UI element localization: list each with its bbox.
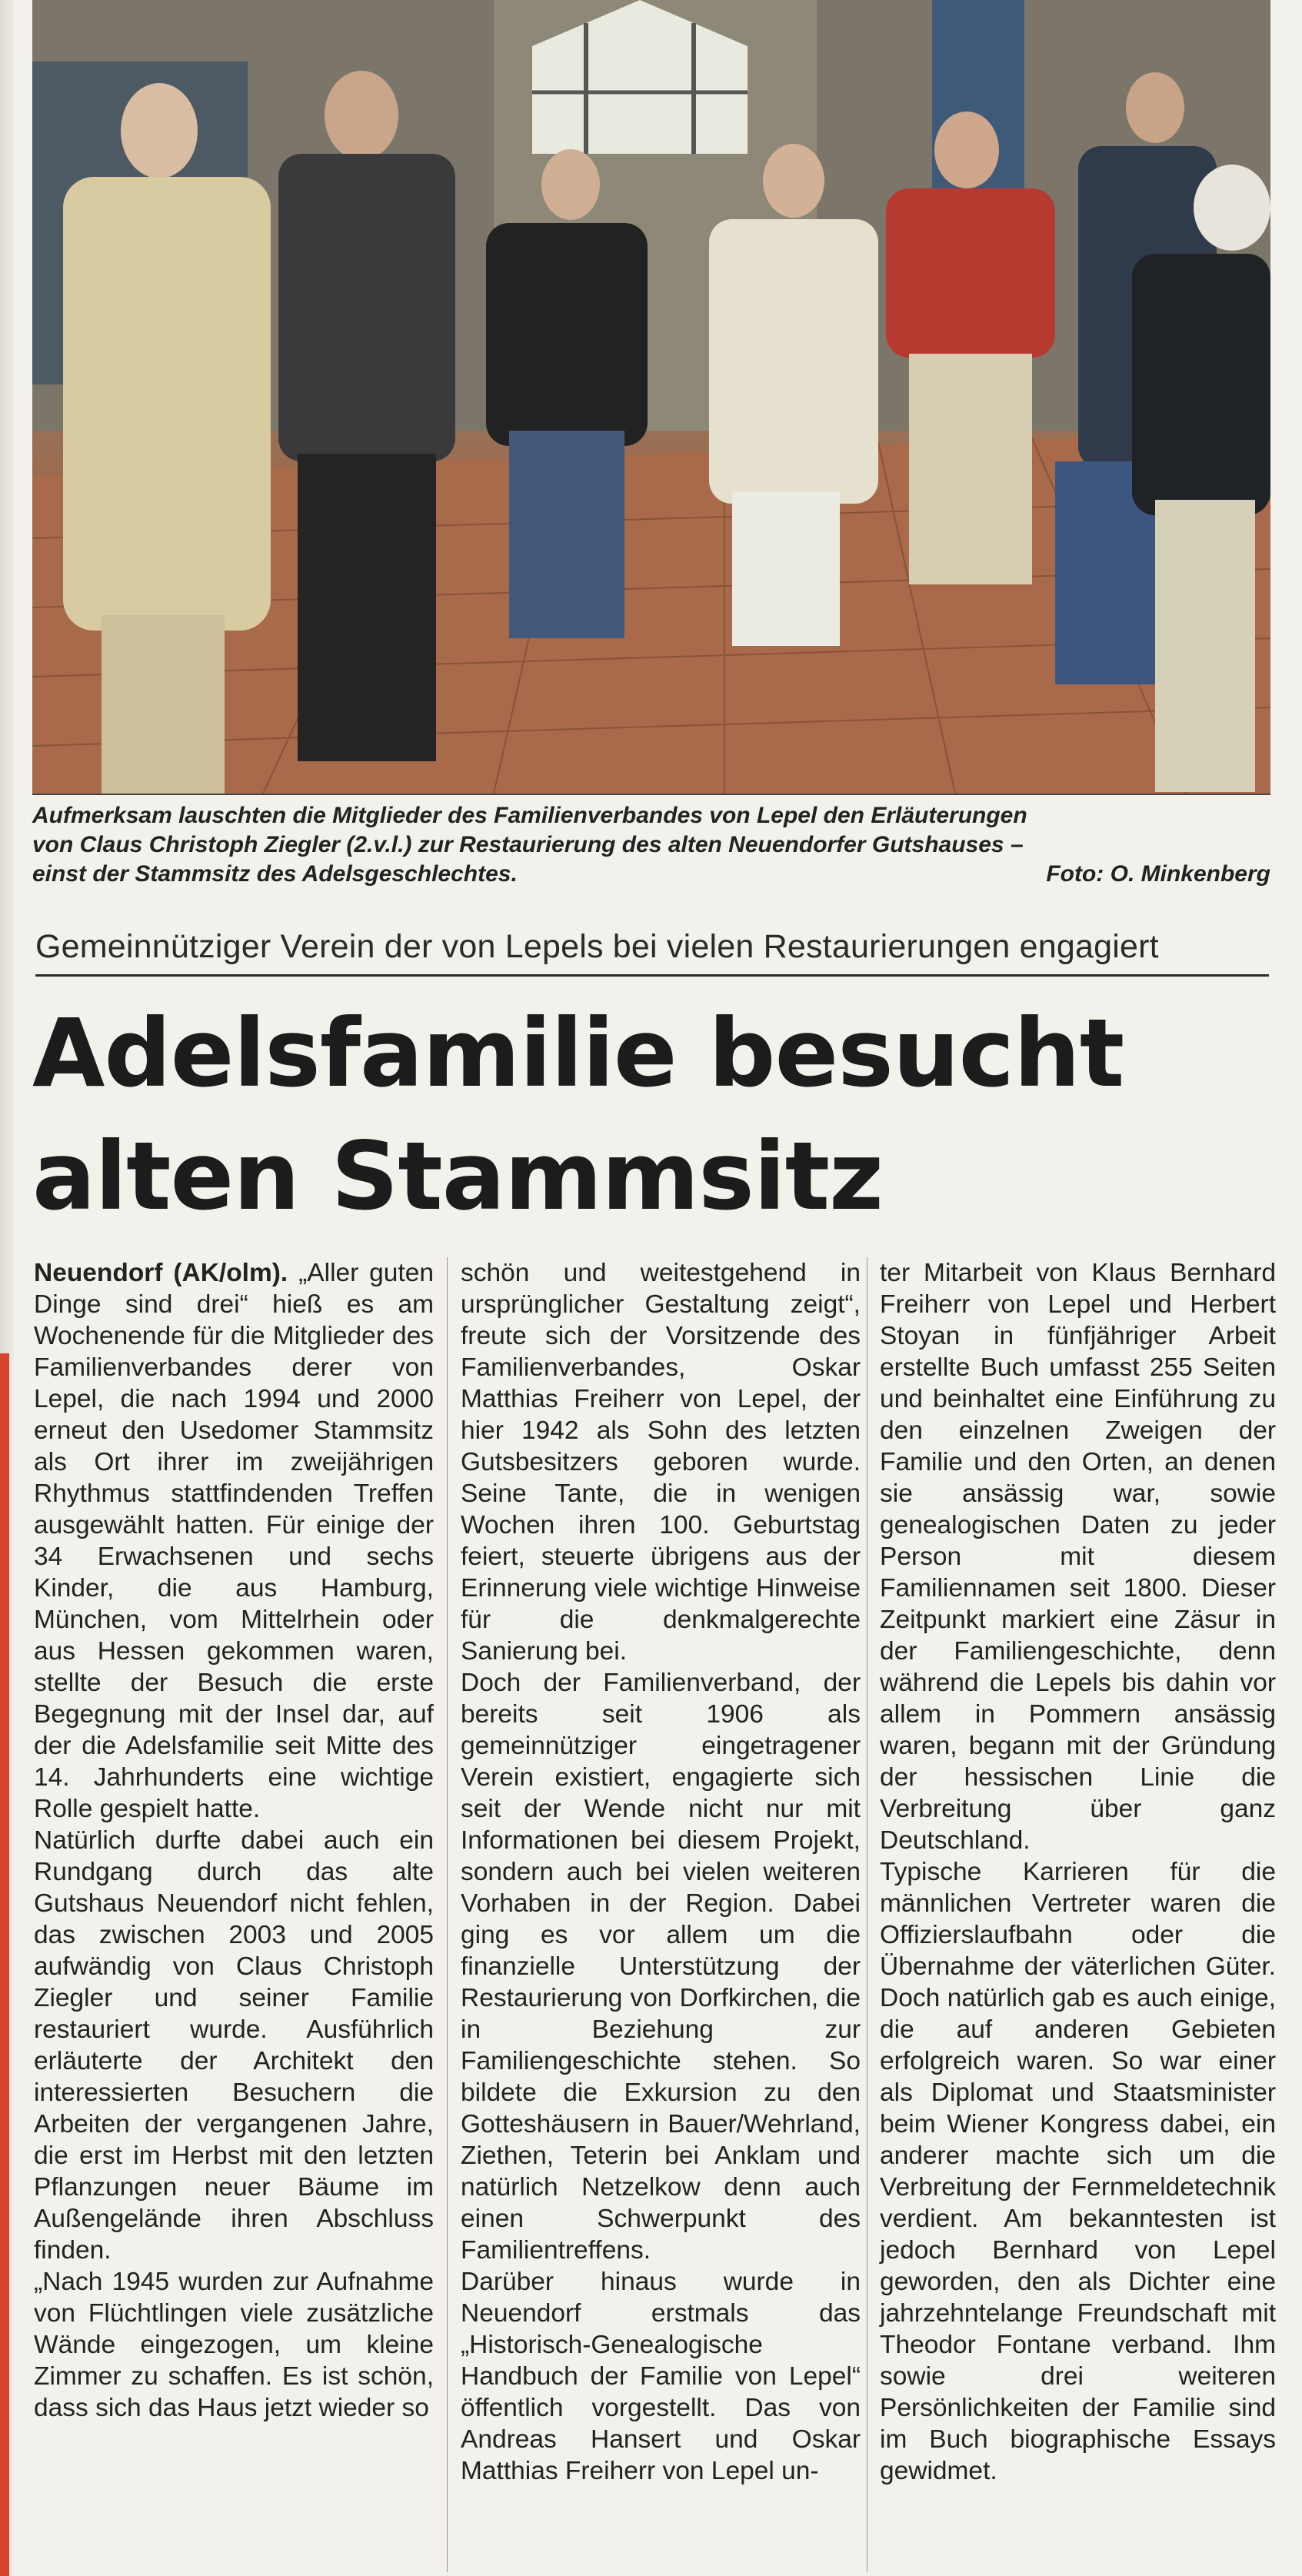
photo-caption xyxy=(32,801,1270,889)
paragraph: Natürlich durfte dabei auch ein Rundgang durch das alte Gutshaus Neuendorf nicht fehlen, das zwischen 2003 und 2005 aufwändig von Claus Christoph Ziegler und seiner Familie restauriert wurde. Ausführlich erläuterte der Architekt den interessierten Besuchern die Arbeiten der vergangenen Jahre, die erst im Herbst mit den letzten Pflanzungen neuer Bäume im Außengelände ihren Abschluss finden. xyxy=(34,1826,434,2265)
caption-line-3: einst der Stammsitz des Adelsgeschlechtes. xyxy=(32,861,518,887)
caption-line-1: Aufmerksam lauschten die Mitglieder des Familienverbandes von Lepel den Erläuterungen xyxy=(32,803,1027,828)
headline xyxy=(32,992,1278,1238)
paragraph: Doch der Familienverband, der bereits seit 1906 als gemeinnütziger eingetragener Verein existiert, engagierte sich seit der Wende nicht nur mit Informationen bei diesem Projekt, sondern auch bei vielen weiteren Vorhaben in der Region. Dabei ging es vor allem um die finanzielle Unterstützung der Restaurierung von Dorfkirchen, die in Beziehung zur Familiengeschichte stehen. So bildete die Exkursion zu den Gotteshäusern in Bauer/Wehrland, Ziethen, Teterin bei Anklam und natürlich Netzelkow denn auch einen Schwerpunkt des Familientreffens. xyxy=(461,1669,861,2265)
column-1 xyxy=(34,1257,434,2424)
headline-line-1: Adelsfamilie besucht xyxy=(32,999,1124,1108)
caption-line-2: von Claus Christoph Ziegler (2.v.l.) zur Restaurierung des alten Neuendorfer Gutshauses – xyxy=(32,832,1024,857)
paragraph: schön und weitestgehend in ursprünglicher Gestaltung zeigt“, freute sich der Vorsitzende des Familienverbandes, Oskar Matthias Freiherr von Lepel, der hier 1942 als Sohn des letzten Gutsbesitzers geboren wurde. Seine Tante, die in wenigen Wochen ihren 100. Geburtstag feiert, steuerte übrigens aus der Erinnerung viele wichtige Hinweise für die denkmalgerechte Sanierung bei. xyxy=(461,1259,861,1666)
column-3 xyxy=(880,1257,1276,2487)
paragraph: Darüber hinaus wurde in Neuendorf erstmals das „Historisch-Genealogische Handbuch der Familie von Lepel“ öffentlich vorgestellt. Das von Andreas Hansert und Oskar Matthias Freiherr von Lepel un- xyxy=(461,2268,861,2485)
article-body xyxy=(34,1257,1276,2572)
paragraph: ter Mitarbeit von Klaus Bernhard Freiherr von Lepel und Herbert Stoyan in fünfjähriger Arbeit erstellte Buch umfasst 255 Seiten und beinhaltet eine Einführung zu den einzelnen Zweigen der Familie und den Orten, an denen sie ansässig war, sowie genealogischen Daten zu jeder Person mit diesem Familiennamen seit 1800. Dieser Zeitpunkt markiert eine Zäsur in der Familiengeschichte, denn während die Lepels bis dahin vor allem in Pommern ansässig waren, begann mit der Gründung der hessischen Linie die Verbreitung über ganz Deutschland. xyxy=(880,1259,1276,1855)
column-2 xyxy=(461,1257,861,2487)
paragraph: Typische Karrieren für die männlichen Vertreter waren die Offizierslaufbahn oder die Übernahme der väterlichen Güter. Doch natürlich gab es auch einige, die auf anderen Gebieten erfolgreich waren. So war einer als Diplomat und Staatsminister beim Wiener Kongress dabei, ein anderer machte sich um die Verbreitung der Fernmeldetechnik verdient. Am bekanntesten ist jedoch Bernhard von Lepel geworden, den als Dichter eine jahrzehntelange Freundschaft mit Theodor Fontane verband. Ihm sowie drei weiteren Persönlichkeiten der Familie sind im Buch biographische Essays gewidmet. xyxy=(880,1858,1276,2485)
column-divider xyxy=(447,1257,448,2572)
red-margin-strip xyxy=(0,1353,9,2576)
paragraph xyxy=(34,1257,434,1825)
photo-credit: Foto: O. Minkenberg xyxy=(1046,861,1270,887)
headline-line-2: alten Stammsitz xyxy=(32,1122,884,1231)
paragraph: „Nach 1945 wurden zur Aufnahme von Flüchtlingen viele zusätzliche Wände eingezogen, um kleine Zimmer zu schaffen. Es ist schön, dass sich das Haus jetzt wieder so xyxy=(34,2268,434,2422)
dateline: Neuendorf (AK/olm). xyxy=(34,1259,288,1287)
kicker: Gemeinnütziger Verein der von Lepels bei vielen Restaurierungen engagiert xyxy=(35,927,1269,977)
paragraph-text: „Aller guten Dinge sind drei“ hieß es am Wochenende für die Mitglieder des Familienverbandes derer von Lepel, die nach 1994 und 2000 erneut den Usedomer Stammsitz als Ort ihrer im zweijährigen Rhythmus stattfindenden Treffen ausgewählt hatten. Für einige der 34 Erwachsenen und sechs Kinder, die aus Hamburg, München, vom Mittelrhein oder aus Hessen gekommen waren, stellte der Besuch die erste Begegnung mit der Insel dar, auf der die Adelsfamilie seit Mitte des 14. Jahrhunderts eine wichtige Rolle gespielt hatte. xyxy=(34,1259,434,1823)
article-photo xyxy=(32,0,1270,795)
